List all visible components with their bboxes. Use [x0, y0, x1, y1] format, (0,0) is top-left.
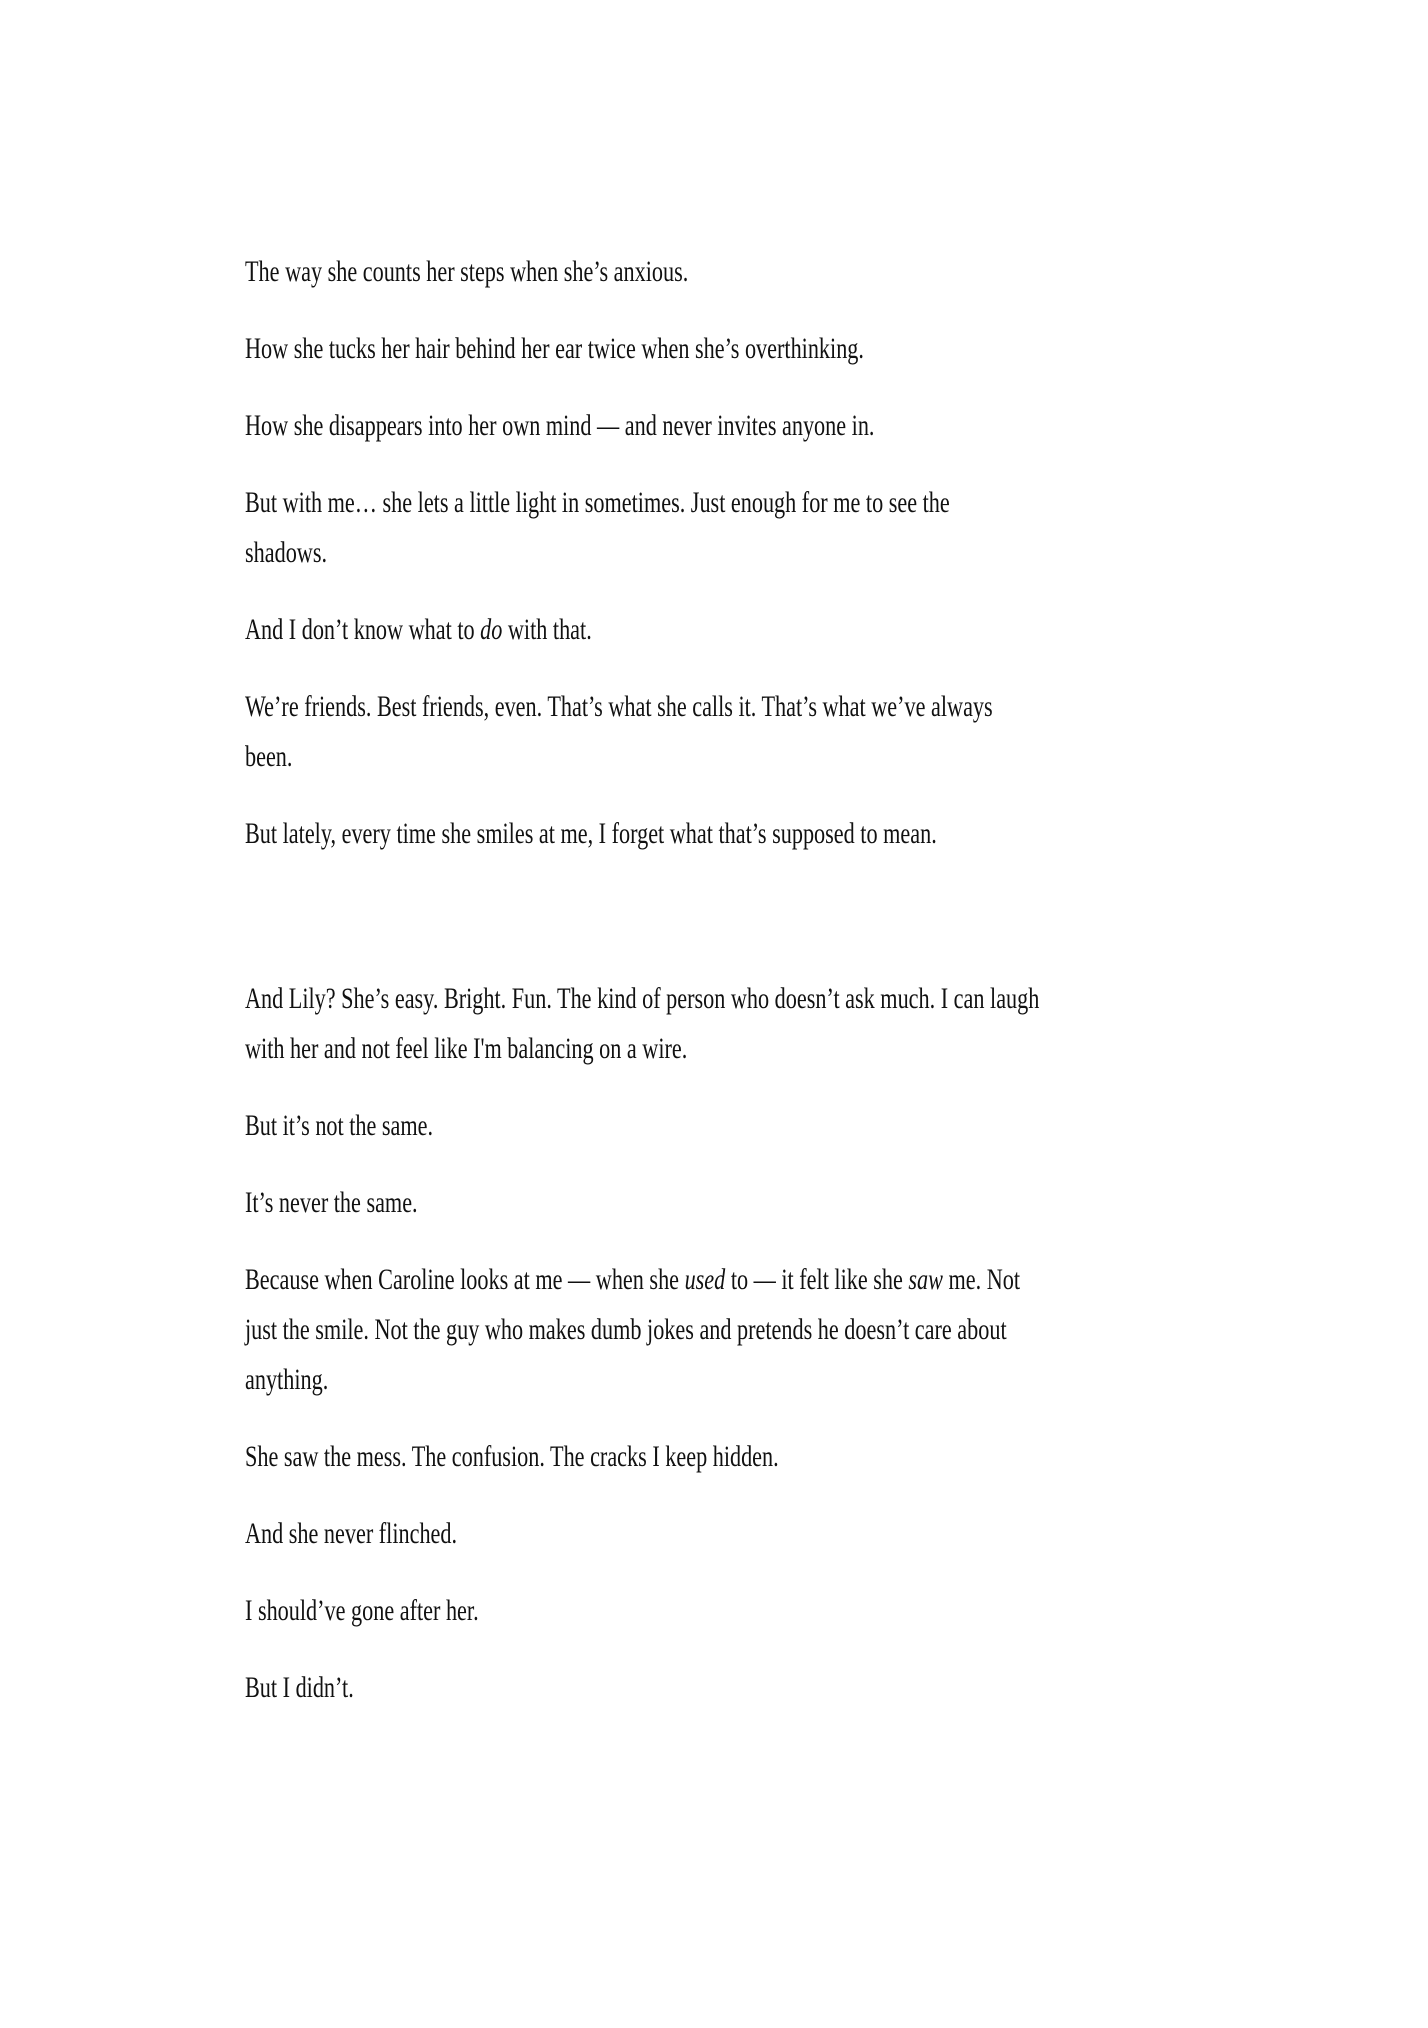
paragraph-text: The way she counts her steps when she’s anxious. — [245, 255, 689, 288]
paragraph-text: been. — [245, 740, 293, 773]
paragraph — [245, 605, 1118, 655]
paragraph — [245, 1101, 1118, 1151]
paragraph — [245, 401, 1118, 451]
paragraph-text: to — it felt like she — [725, 1263, 909, 1296]
paragraph — [245, 1509, 1118, 1559]
paragraph — [245, 324, 1118, 374]
paragraph — [245, 974, 1118, 1074]
paragraph — [245, 682, 1118, 782]
paragraph-text: And I don’t know what to — [245, 613, 481, 646]
paragraph-text: with that. — [502, 613, 592, 646]
paragraph-text: anything. — [245, 1363, 329, 1396]
paragraph-text: just the smile. Not the guy who makes dumb jokes and pretends he doesn’t care about — [245, 1313, 1007, 1346]
paragraph-text: And Lily? She’s easy. Bright. Fun. The kind of person who doesn’t ask much. I can laugh — [245, 982, 1040, 1015]
paragraph — [245, 478, 1118, 578]
paragraph — [245, 1586, 1118, 1636]
paragraph-text: How she disappears into her own mind — and never invites anyone in. — [245, 409, 875, 442]
emphasis-text: used — [684, 1263, 726, 1296]
paragraph-text: How she tucks her hair behind her ear twice when she’s overthinking. — [245, 332, 864, 365]
emphasis-text: do — [480, 613, 503, 646]
paragraph-text: I should’ve gone after her. — [245, 1594, 479, 1627]
paragraph-text: Because when Caroline looks at me — when she — [245, 1263, 685, 1296]
paragraph-text: It’s never the same. — [245, 1186, 418, 1219]
paragraph — [245, 809, 1118, 859]
text-section-one — [245, 247, 1118, 886]
paragraph-text: And she never flinched. — [245, 1517, 458, 1550]
paragraph-text: But lately, every time she smiles at me, I forget what that’s supposed to mean. — [245, 817, 937, 850]
text-section-two — [245, 974, 1118, 1740]
paragraph-text: shadows. — [245, 536, 328, 569]
paragraph-text: We’re friends. Best friends, even. That’s what she calls it. That’s what we’ve always — [245, 690, 993, 723]
paragraph — [245, 1255, 1118, 1405]
emphasis-text: saw — [908, 1263, 943, 1296]
paragraph-text: But it’s not the same. — [245, 1109, 434, 1142]
paragraph — [245, 1432, 1118, 1482]
paragraph-text: me. Not — [942, 1263, 1021, 1296]
paragraph-text: with her and not feel like I'm balancing on a wire. — [245, 1032, 688, 1065]
paragraph-text: But I didn’t. — [245, 1671, 354, 1704]
paragraph — [245, 1178, 1118, 1228]
paragraph — [245, 1663, 1118, 1713]
paragraph-text: She saw the mess. The confusion. The cracks I keep hidden. — [245, 1440, 779, 1473]
paragraph — [245, 247, 1118, 297]
paragraph-text: But with me… she lets a little light in sometimes. Just enough for me to see the — [245, 486, 950, 519]
